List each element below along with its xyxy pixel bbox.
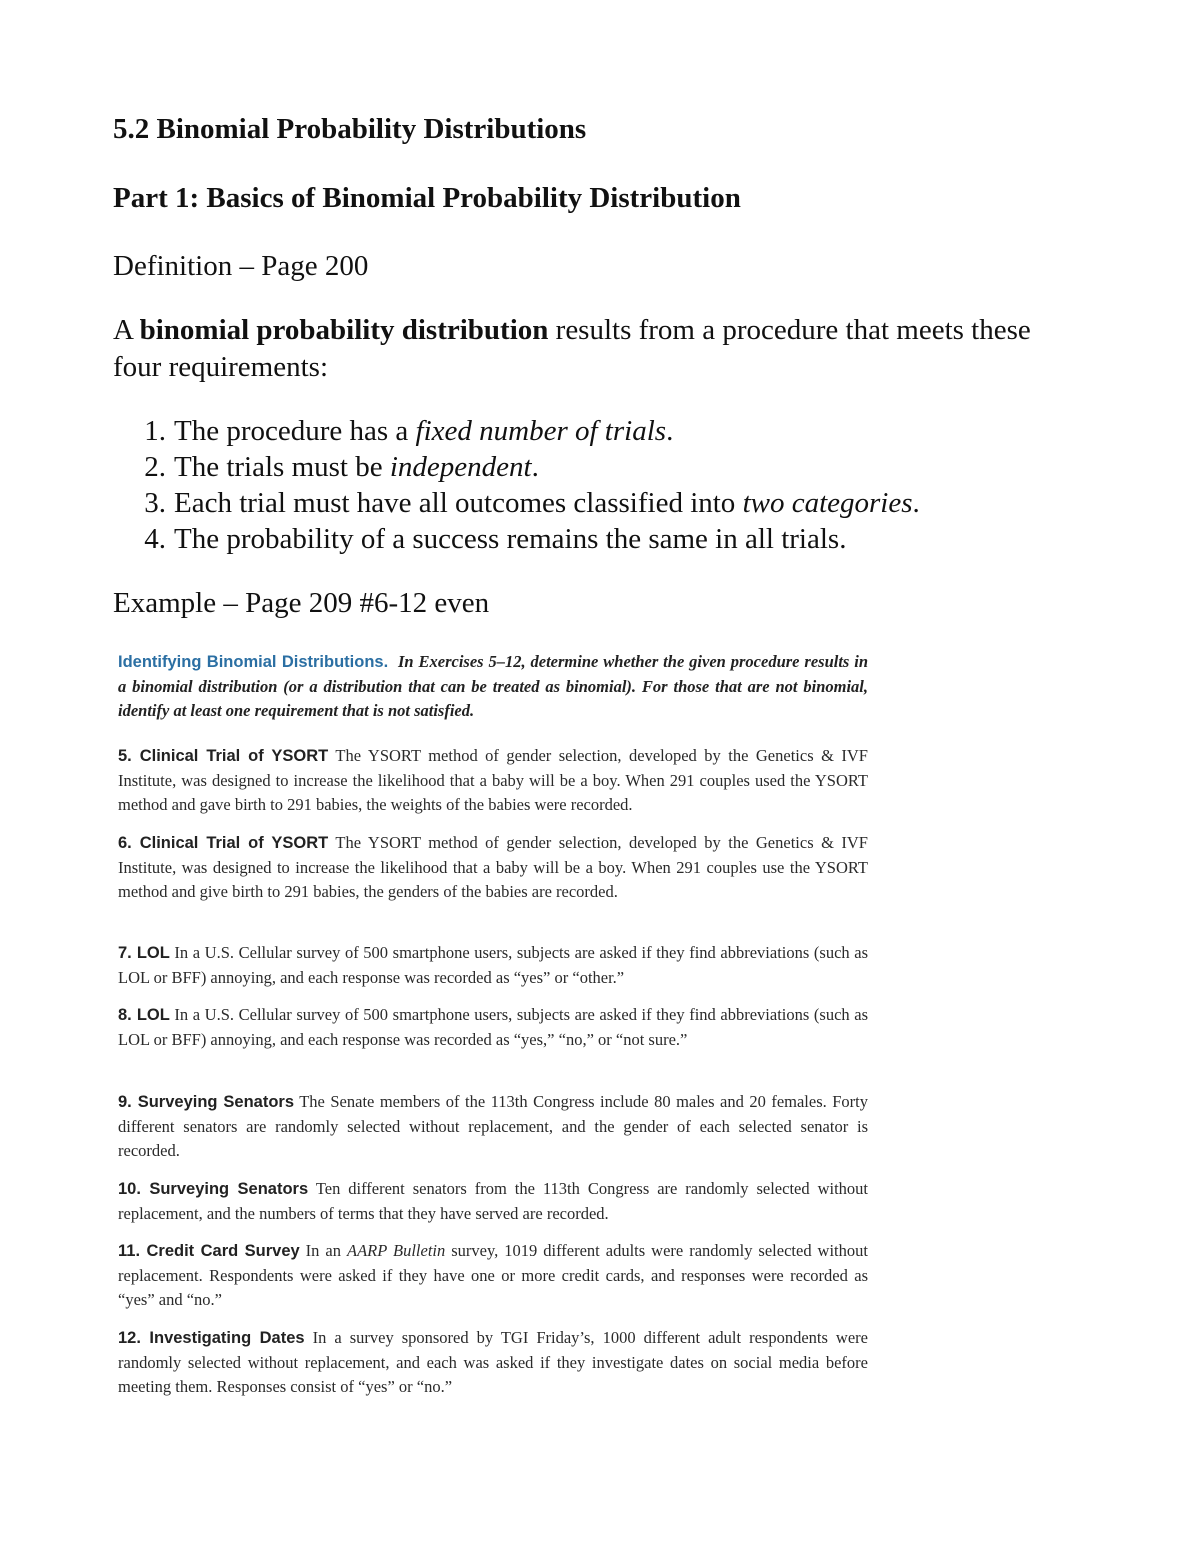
list-item: 4. The probability of a success remains the same in all trials. [144, 523, 847, 555]
exercise-item: 7. LOL In a U.S. Cellular survey of 500 smartphone users, subjects are asked if they find abbreviations (such as LOL or BFF) annoying, and each response was recorded as “yes” or “other.” [118, 943, 868, 987]
exercise-item: 5. Clinical Trial of YSORT The YSORT method of gender selection, developed by the Genetics & IVF Institute, was designed to increase the likelihood that a baby will be a boy. When 291 couples used the YSORT method and gave birth to 291 babies, the weights of the babies were recorded. [118, 746, 868, 814]
definition-paragraph [113, 312, 1073, 386]
instructions-text: In Exercises 5–12, determine whether the given procedure results in a binomial distribution (or a distribution that can be treated as binomial). For those that are not binomial, identify at least one requirement that is not satisfied. [118, 652, 869, 720]
exercise-item: 10. Surveying Senators Ten different senators from the 113th Congress are randomly selected without replacement, and the numbers of terms that they have served are recorded. [118, 1179, 868, 1223]
definition-reference: Definition – Page 200 [113, 250, 369, 282]
intro-prefix: A [113, 314, 140, 346]
list-item: 3. Each trial must have all outcomes classified into two categories. [144, 487, 920, 519]
exercise-instructions [118, 650, 868, 724]
part-title: Part 1: Basics of Binomial Probability Distribution [113, 182, 741, 214]
list-item: 2. The trials must be independent. [144, 451, 539, 483]
list-item: 1. The procedure has a fixed number of trials. [144, 415, 674, 447]
defined-term: binomial probability distribution [139, 314, 549, 346]
exercise-item: 8. LOL In a U.S. Cellular survey of 500 smartphone users, subjects are asked if they find abbreviations (such as LOL or BFF) annoying, and each response was recorded as “yes,” “no,” or “not sure.” [118, 1005, 868, 1049]
requirements-list [113, 413, 920, 557]
exercise-item: 11. Credit Card Survey In an AARP Bulletin survey, 1019 different adults were randomly selected without replacement. Respondents were asked if they have one or more credit cards, and responses were recorded as “yes” and “no.” [118, 1241, 868, 1309]
exercise-item: 6. Clinical Trial of YSORT The YSORT method of gender selection, developed by the Genetics & IVF Institute, was designed to increase the likelihood that a baby will be a boy. When 291 couples use the YSORT method and give birth to 291 babies, the genders of the babies are recorded. [118, 833, 868, 901]
intro-suffix: results from a procedure that meets these four requirements: [113, 314, 1031, 383]
exercise-item: 12. Investigating Dates In a survey sponsored by TGI Friday’s, 1000 different adult respondents were randomly selected without replacement, and each was asked if they investigate dates on social media before meeting them. Responses consist of “yes” or “no.” [118, 1328, 868, 1396]
instructions-title: Identifying Binomial Distributions. [118, 653, 389, 671]
example-reference: Example – Page 209 #6-12 even [113, 587, 490, 619]
section-heading: 5.2 Binomial Probability Distributions [113, 113, 587, 145]
exercise-item: 9. Surveying Senators The Senate members of the 113th Congress include 80 males and 20 females. Forty different senators are randomly selected without replacement, and the gender of each selected senator is recorded. [118, 1092, 868, 1160]
